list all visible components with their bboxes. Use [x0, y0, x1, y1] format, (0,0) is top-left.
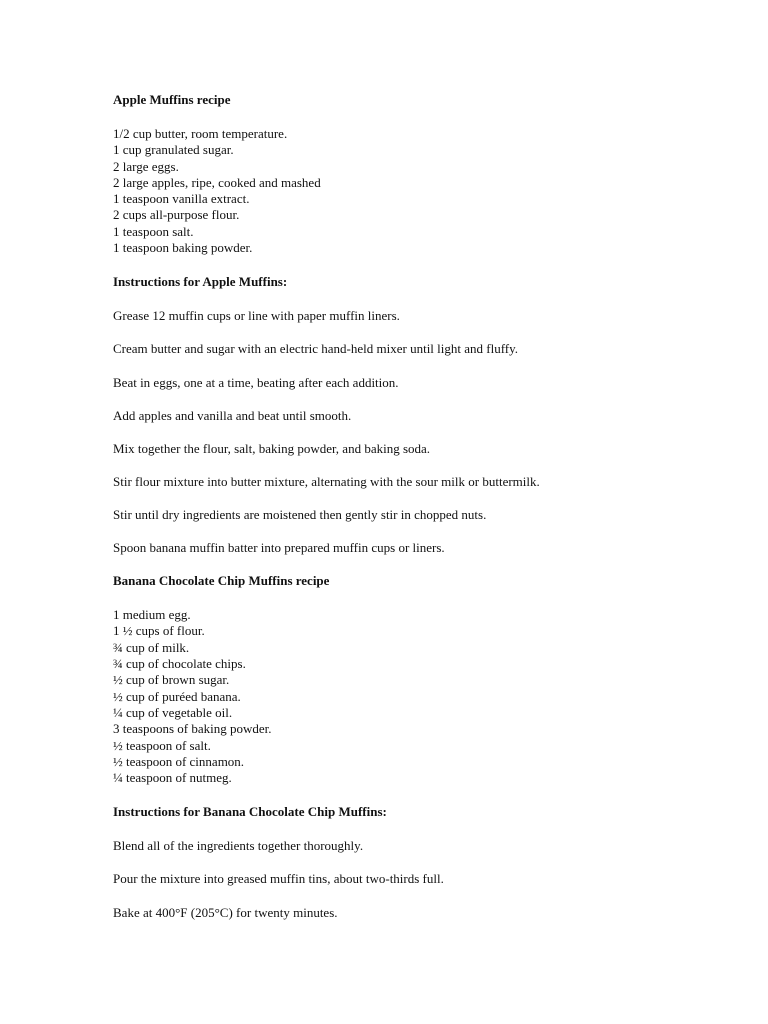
instruction-step: Pour the mixture into greased muffin tins, about two-thirds full. — [113, 871, 444, 887]
document-content — [113, 92, 713, 938]
instruction-step: Blend all of the ingredients together thoroughly. — [113, 838, 364, 854]
instruction-step: Spoon banana muffin batter into prepared muffin cups or liners. — [113, 540, 445, 556]
instruction-step: Cream butter and sugar with an electric hand-held mixer until light and fluffy. — [113, 341, 519, 357]
ingredient-item: ½ teaspoon of cinnamon. — [113, 753, 245, 769]
instructions-list — [113, 308, 713, 556]
instruction-step: Add apples and vanilla and beat until smooth. — [113, 407, 352, 423]
ingredient-item: 2 large apples, ripe, cooked and mashed — [113, 174, 321, 190]
instructions-list — [113, 838, 713, 920]
ingredient-item: 1 ½ cups of flour. — [113, 623, 205, 639]
ingredient-item: 2 cups all-purpose flour. — [113, 207, 240, 223]
ingredient-item: 3 teaspoons of baking powder. — [113, 721, 272, 737]
instruction-step: Beat in eggs, one at a time, beating after each addition. — [113, 374, 399, 390]
ingredient-item: 1 cup granulated sugar. — [113, 142, 234, 158]
instruction-step: Grease 12 muffin cups or line with paper muffin liners. — [113, 308, 400, 324]
ingredient-item: ¼ teaspoon of nutmeg. — [113, 770, 232, 786]
ingredient-item: 1/2 cup butter, room temperature. — [113, 126, 288, 141]
ingredient-item: ½ teaspoon of salt. — [113, 737, 211, 753]
instruction-step: Stir flour mixture into butter mixture, alternating with the sour milk or buttermilk. — [113, 473, 540, 489]
ingredient-item: 1 teaspoon vanilla extract. — [113, 191, 250, 207]
recipe-title: Banana Chocolate Chip Muffins recipe — [113, 573, 330, 589]
ingredient-item: ¼ cup of vegetable oil. — [113, 704, 233, 720]
ingredient-item: 1 medium egg. — [113, 607, 191, 623]
ingredient-item: 1 teaspoon salt. — [113, 223, 194, 239]
ingredient-item: 2 large eggs. — [113, 158, 179, 174]
instruction-step: Stir until dry ingredients are moistened then gently stir in chopped nuts. — [113, 506, 487, 522]
ingredient-item: ½ cup of brown sugar. — [113, 672, 230, 688]
instruction-step: Bake at 400°F (205°C) for twenty minutes. — [113, 904, 338, 920]
ingredient-item: ¾ cup of chocolate chips. — [113, 656, 246, 672]
instruction-step: Mix together the flour, salt, baking powder, and baking soda. — [113, 440, 431, 456]
instructions-heading: Instructions for Banana Chocolate Chip Muffins: — [113, 804, 387, 820]
ingredient-item: 1 teaspoon baking powder. — [113, 240, 253, 256]
ingredient-item: ½ cup of puréed banana. — [113, 688, 241, 704]
recipe-title: Apple Muffins recipe — [113, 92, 231, 107]
ingredients-list — [113, 607, 713, 786]
instructions-heading: Instructions for Apple Muffins: — [113, 274, 288, 290]
ingredient-item: ¾ cup of milk. — [113, 639, 190, 655]
ingredients-list — [113, 126, 713, 256]
